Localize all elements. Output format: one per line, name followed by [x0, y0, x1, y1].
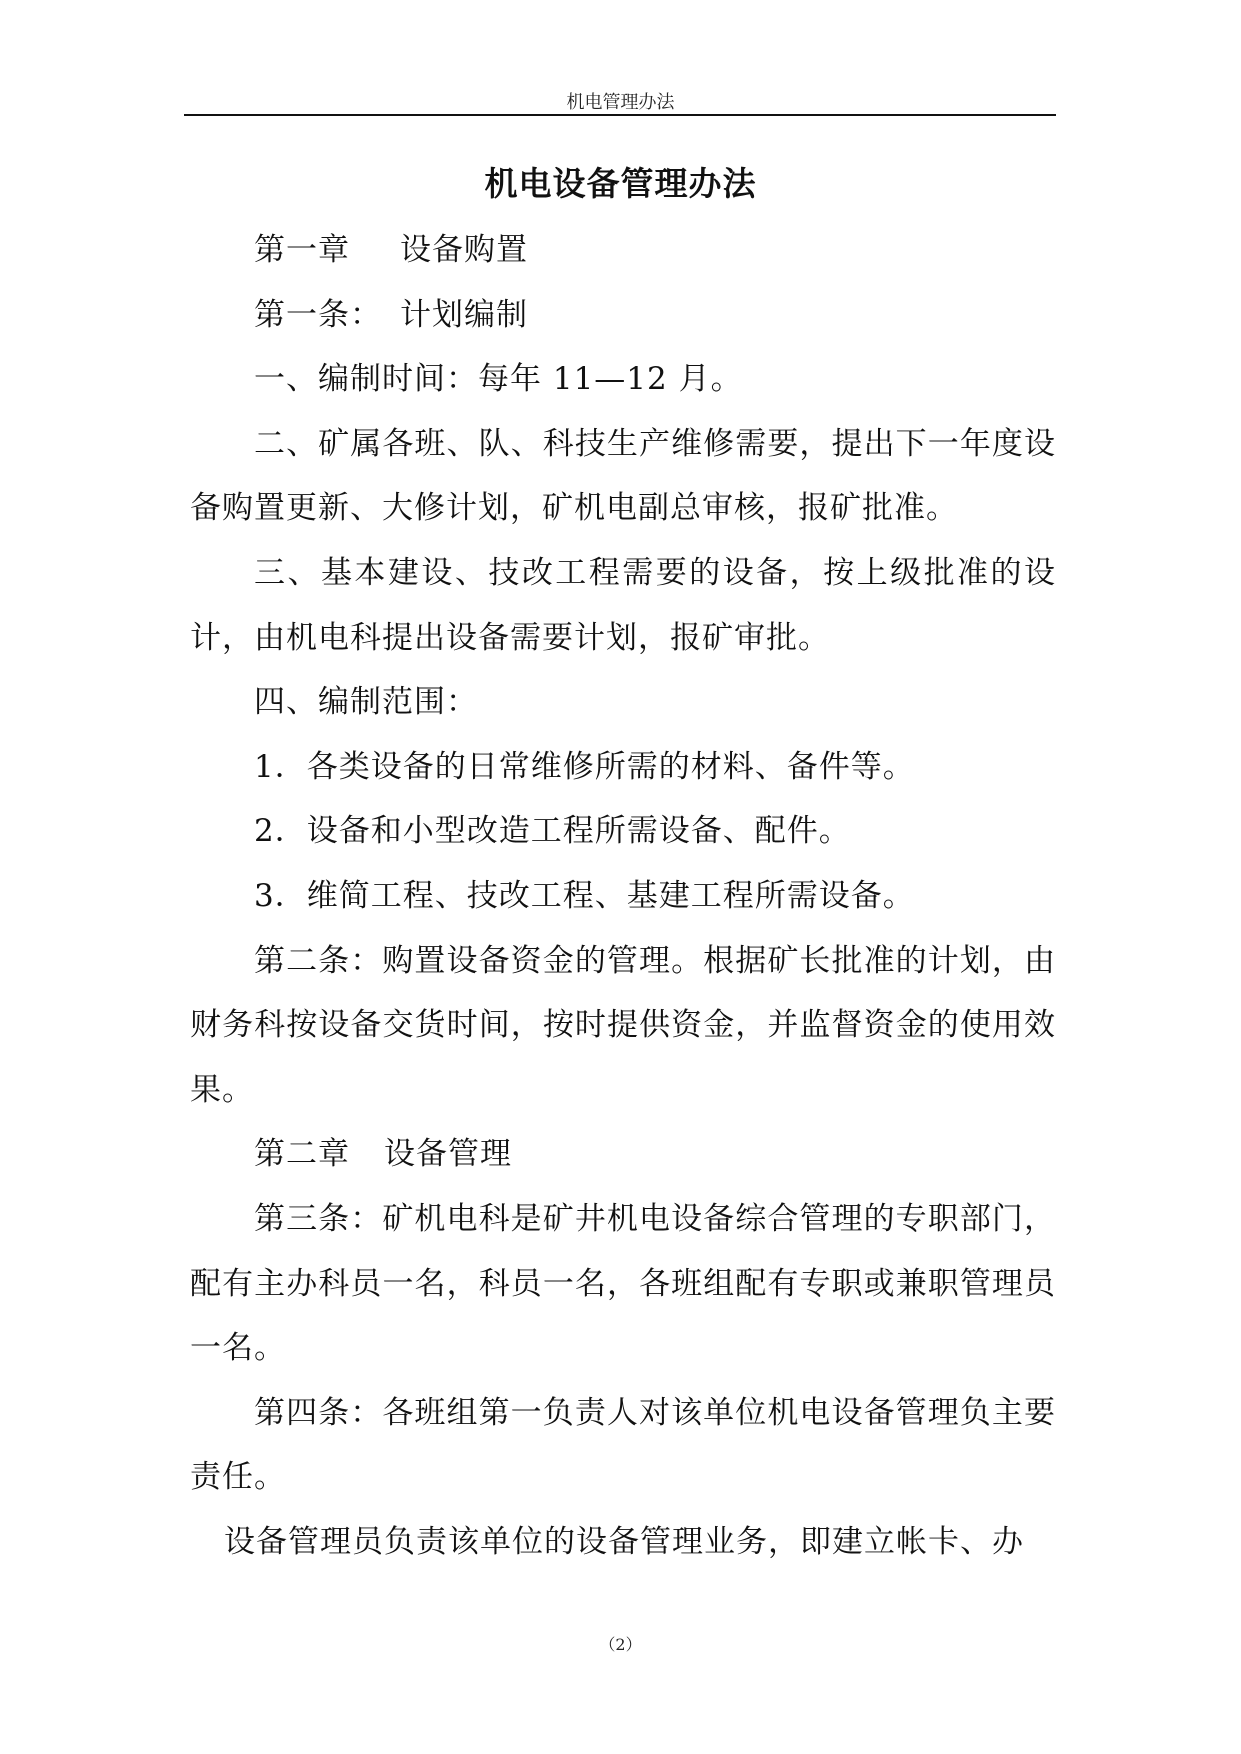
- running-header: 机电管理办法: [566, 92, 675, 113]
- chapter-1-name: 设备购置: [400, 232, 528, 268]
- list-item: 1．各类设备的日常维修所需的材料、备件等。: [254, 748, 915, 785]
- paragraph: 三、基本建设、技改工程需要的设备，按上级批准的设计，由机电科提出设备需要计划，报矿审批。: [190, 554, 1056, 656]
- paragraph: 设备管理员负责该单位的设备管理业务，即建立帐卡、办: [224, 1523, 1024, 1560]
- chapter-2-heading: [190, 1122, 1056, 1187]
- chapter-2-label: 第二章: [254, 1136, 350, 1173]
- paragraph: 第二条：购置设备资金的管理。根据矿长批准的计划，由财务科按设备交货时间，按时提供资金，并监督资金的使用效果。: [190, 942, 1056, 1108]
- article-1-name: 计划编制: [400, 296, 528, 333]
- paragraph: 第三条：矿机电科是矿井机电设备综合管理的专职部门，配有主办科员一名，科员一名，各班组配有专职或兼职管理员一名。: [190, 1200, 1056, 1367]
- chapter-2-name: 设备管理: [384, 1136, 512, 1173]
- document-title: 机电设备管理办法: [484, 164, 757, 203]
- list-item: 2．设备和小型改造工程所需设备、配件。: [254, 813, 851, 850]
- article-1-label: 第一条：: [254, 296, 382, 333]
- document-body: [190, 218, 1056, 1574]
- article-1-heading: [190, 283, 1056, 348]
- paragraph: 一、编制时间：每年 11—12 月。: [254, 361, 743, 398]
- paragraph: 第四条：各班组第一负责人对该单位机电设备管理负主要责任。: [190, 1394, 1056, 1496]
- paragraph: 二、矿属各班、队、科技生产维修需要，提出下一年度设备购置更新、大修计划，矿机电副总审核，报矿批准。: [190, 425, 1056, 527]
- page-number: （2）: [599, 1635, 642, 1654]
- chapter-1-heading: [190, 218, 1056, 283]
- list-item: 3．维简工程、技改工程、基建工程所需设备。: [254, 877, 915, 914]
- paragraph: 四、编制范围：: [254, 684, 478, 721]
- header-rule: [184, 114, 1056, 116]
- chapter-1-label: 第一章: [254, 232, 350, 268]
